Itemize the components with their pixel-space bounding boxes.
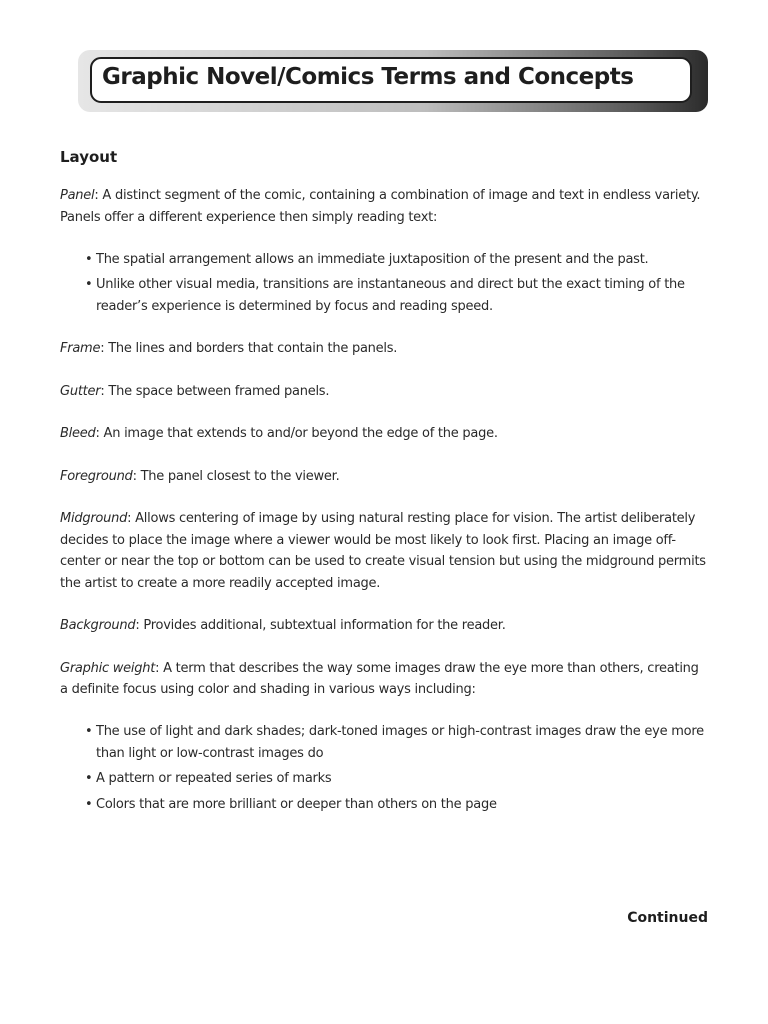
definition-text: A term that describes the way some images draw the eye more than others, creating a definite focus using color and shading in various ways including: <box>60 660 699 697</box>
definition-text: An image that extends to and/or beyond the edge of the page. <box>99 426 498 441</box>
definition-background <box>60 615 710 637</box>
title-banner <box>78 50 708 112</box>
definition-text: The space between framed panels. <box>104 383 330 399</box>
list-item-text: The use of light and dark shades; dark-toned images or high-contrast images draw the eye more than light or low-contrast images do <box>96 724 704 761</box>
definition-midground <box>60 508 710 594</box>
term-separator: : <box>127 511 132 526</box>
bullet-icon: • <box>85 771 93 786</box>
term-graphic-weight: Graphic weight <box>60 660 156 676</box>
definition-bleed <box>60 423 710 445</box>
title-box <box>90 57 692 103</box>
panel-bullet-list <box>60 249 710 318</box>
list-item-text: Colors that are more brilliant or deeper than others on the page <box>96 796 497 812</box>
term-separator: : <box>132 468 137 484</box>
definition-text: The lines and borders that contain the panels. <box>104 341 398 356</box>
term-separator: : <box>100 383 105 399</box>
term-bleed: Bleed <box>60 426 96 441</box>
definition-foreground <box>60 466 710 488</box>
document-body <box>60 146 710 836</box>
list-item-text: A pattern or repeated series of marks <box>96 771 332 786</box>
term-separator: : <box>95 426 100 441</box>
definition-gutter <box>60 381 710 403</box>
definition-text: Allows centering of image by using natural resting place for vision. The artist deliberately decides to place the image where a viewer would be most likely to look first. Placing an image off-center or near the top or bottom can be used to create visual tension but using the midground permits the artist to create a more readily accepted image. <box>60 511 706 591</box>
continued-label: Continued <box>627 910 708 926</box>
term-frame: Frame <box>60 341 101 356</box>
list-item <box>85 274 710 317</box>
definition-text: Provides additional, subtextual information for the reader. <box>139 618 506 633</box>
list-item <box>85 768 710 790</box>
term-foreground: Foreground <box>60 468 133 484</box>
list-item-text: The spatial arrangement allows an immediate juxtaposition of the present and the past. <box>96 251 649 267</box>
list-item <box>85 794 710 816</box>
definition-panel <box>60 185 710 228</box>
list-item <box>85 249 710 271</box>
term-separator: : <box>135 618 140 633</box>
definition-text: A distinct segment of the comic, containing a combination of image and text in endless variety. Panels offer a different experience then simply reading text: <box>60 188 701 225</box>
definition-text: The panel closest to the viewer. <box>136 468 340 484</box>
bullet-icon: • <box>85 724 93 739</box>
graphic-weight-bullet-list <box>60 721 710 815</box>
page-title: Graphic Novel/Comics Terms and Concepts <box>102 64 634 90</box>
section-heading-layout: Layout <box>60 148 118 166</box>
term-separator: : <box>94 188 99 203</box>
definition-frame <box>60 338 710 360</box>
term-panel: Panel <box>60 188 95 203</box>
term-separator: : <box>100 341 105 356</box>
bullet-icon: • <box>85 277 93 292</box>
bullet-icon: • <box>85 796 93 812</box>
list-item-text: Unlike other visual media, transitions are instantaneous and direct but the exact timing of the reader’s experience is determined by focus and reading speed. <box>96 277 685 314</box>
bullet-icon: • <box>85 251 93 267</box>
term-gutter: Gutter <box>60 383 101 399</box>
list-item <box>85 721 710 764</box>
term-background: Background <box>60 618 136 633</box>
term-separator: : <box>155 660 160 676</box>
definition-graphic-weight <box>60 658 710 701</box>
term-midground: Midground <box>60 511 128 526</box>
